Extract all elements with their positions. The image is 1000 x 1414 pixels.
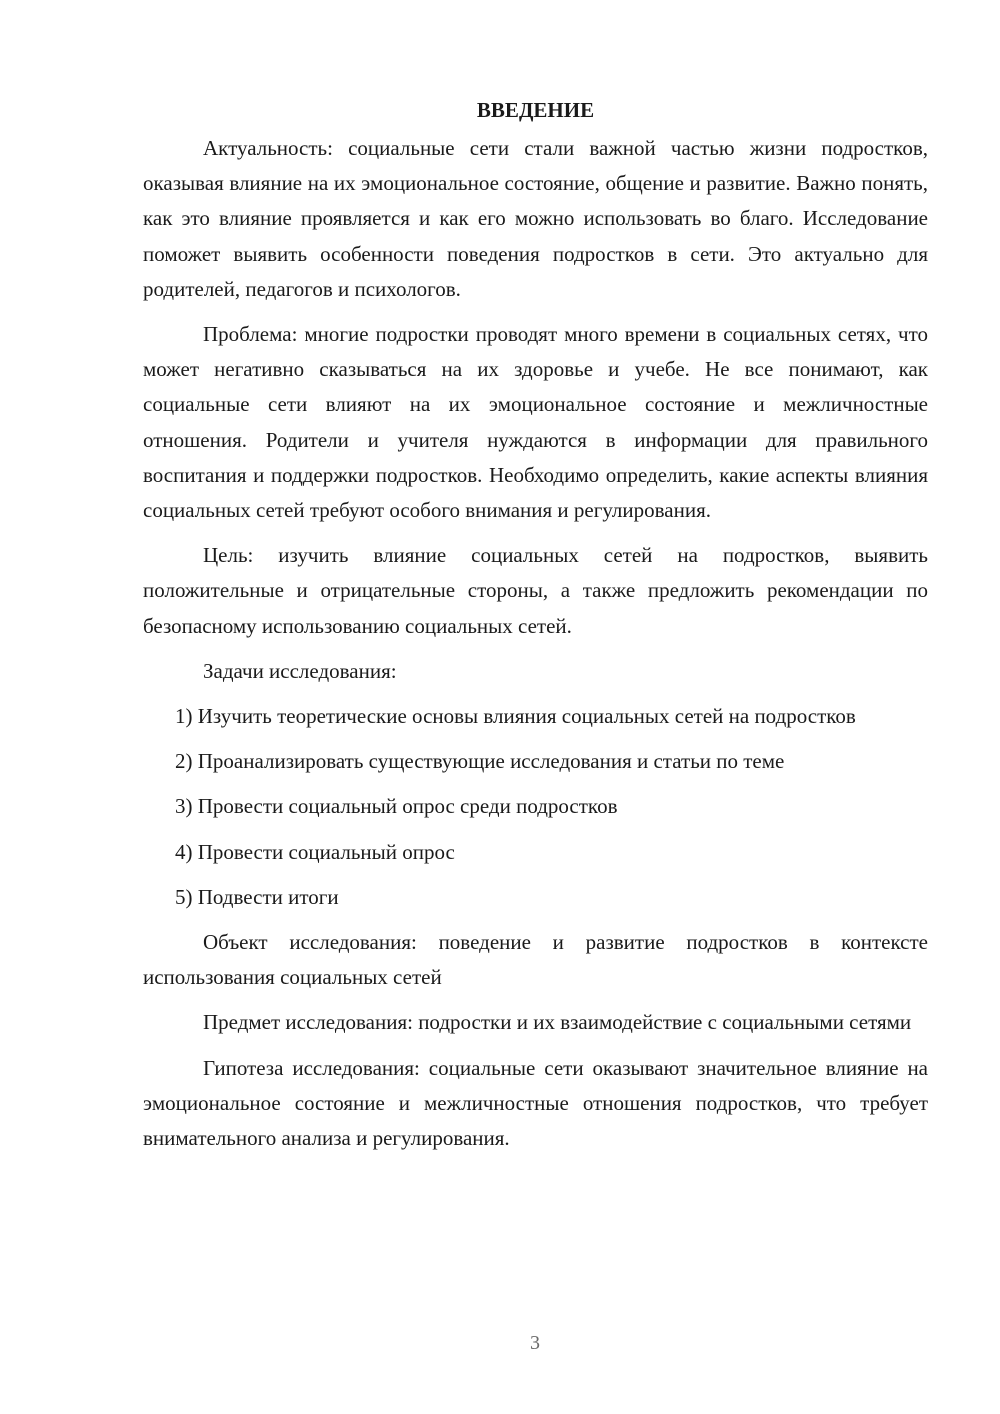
paragraph-goal: Цель: изучить влияние социальных сетей на подростков, выявить положительные и отрицательные стороны, а также предложить рекомендации по безопасному использованию социальных сетей. — [143, 543, 928, 638]
paragraph-object: Объект исследования: поведение и развитие подростков в контексте использования социальных сетей — [143, 930, 928, 990]
paragraph-relevance: Актуальность: социальные сети стали важной частью жизни подростков, оказывая влияние на их эмоциональное состояние, общение и развитие. Важно понять, как это влияние проявляется и как его можно использовать во благо. Исследование поможет выявить особенности поведения подростков в сети. Это актуально для родителей, педагогов и психологов. — [143, 136, 928, 301]
document-heading: ВВЕДЕНИЕ — [476, 98, 595, 122]
page-number: 3 — [530, 1332, 540, 1354]
task-item-2: 2) Проанализировать существующие исследования и статьи по теме — [175, 749, 785, 774]
paragraph-problem: Проблема: многие подростки проводят много времени в социальных сетях, что может негативно сказываться на их здоровье и учебе. Не все понимают, как социальные сети влияют на их эмоциональное состояние и межличностные отношения. Родители и учителя нуждаются в информации для правильного воспитания и поддержки подростков. Необходимо определить, какие аспекты влияния социальных сетей требуют особого внимания и регулирования. — [143, 322, 928, 523]
paragraph-tasks-heading: Задачи исследования: — [203, 658, 397, 683]
document-page — [143, 95, 928, 1166]
task-item-1: 1) Изучить теоретические основы влияния социальных сетей на подростков — [175, 704, 856, 729]
paragraph-hypothesis: Гипотеза исследования: социальные сети оказывают значительное влияние на эмоциональное состояние и межличностные отношения подростков, что требует внимательного анализа и регулирования. — [143, 1055, 928, 1151]
task-item-5: 5) Подвести итоги — [175, 884, 339, 909]
paragraph-subject: Предмет исследования: подростки и их взаимодействие с социальными сетями — [203, 1010, 912, 1035]
task-item-4: 4) Провести социальный опрос — [175, 839, 455, 864]
task-item-3: 3) Провести социальный опрос среди подростков — [175, 794, 618, 819]
